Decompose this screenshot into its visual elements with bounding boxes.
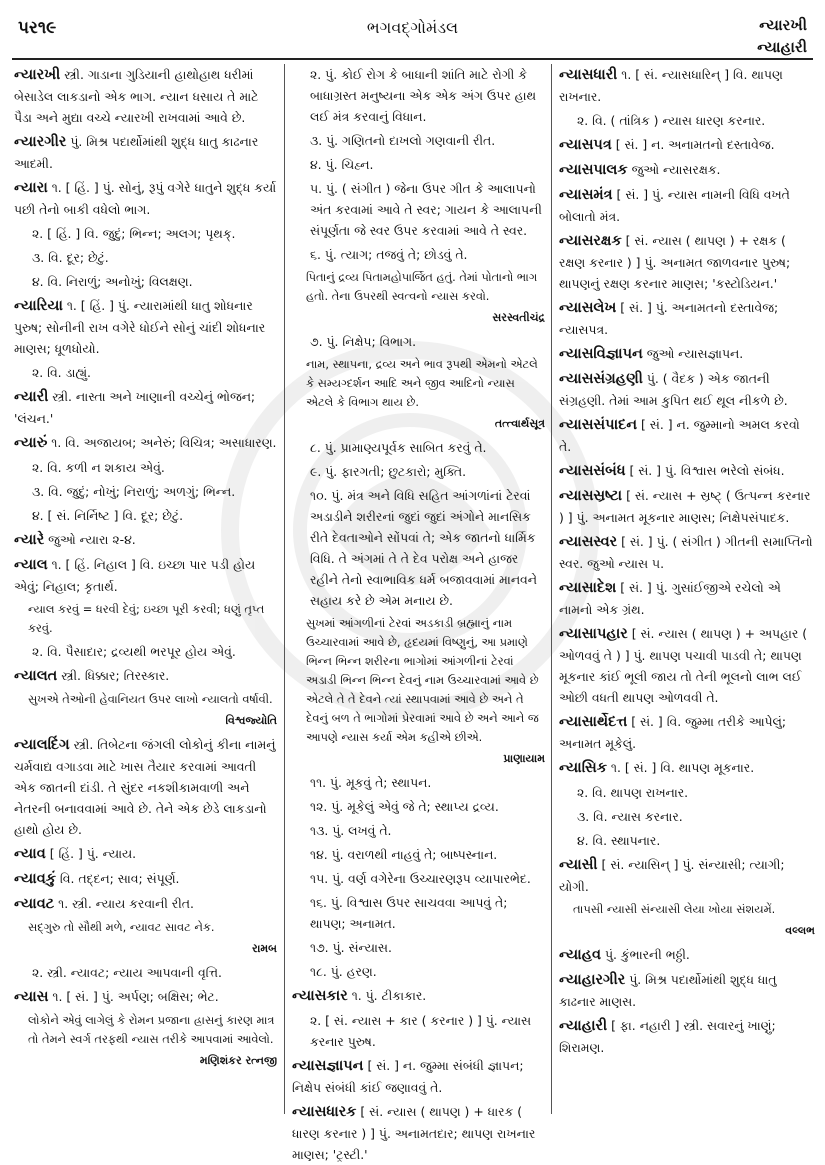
dictionary-entry: [559, 969, 815, 1012]
sense-definition: ૧૪. પું. વરાળથી નાહવું તે; બાષ્પસ્નાન.: [310, 847, 498, 862]
definition: સ્ત્રી. ગાડાના ગુડિયાની હાથોહાથ ધરીમાં બેસાડેલ લાકડાનો એક ભાગ. ન્યાન ધસાય તે માટે પૈડા અને મુદ્યા વચ્ચે ન્યારખી રાખવામાં આવે છે.: [14, 67, 259, 125]
column-divider-2: [551, 64, 552, 1114]
sense-definition: ૨. વિ. કળી ન શકાય એવું.: [32, 460, 165, 475]
definition: [ સં. ] પું. ગુસાંઈજીએ રચેલો એ નામનો એક ગ્રંથ.: [559, 580, 781, 617]
quote-source: પ્રાણાયામ: [503, 752, 545, 765]
column-3: [559, 64, 815, 1114]
example-quote: નામ, સ્થાપના, દ્રવ્ય અને ભાવ રૂપથી એમનો એટલે કે સમ્યગ્દર્શન આદિ અને જીવ આદિનો ન્યાસ એટલે કે વિભાગ થાય છે.: [306, 357, 538, 409]
definition: [ ફા. નહારી ] સ્ત્રી. સવારનું ખાણું; શિરામણ.: [559, 1018, 776, 1055]
dictionary-entry: [292, 1055, 545, 1098]
sense-definition: ૨. સ્ત્રી. ન્યાવટ; ન્યાય આપવાની વૃત્તિ.: [32, 965, 222, 980]
headword: ન્યાસિક: [559, 760, 607, 776]
definition: [ સં. ન્યાસ ( થાપણ ) + અપહાર ( ઓળવવું તે ) ] પું. થાપણ પચાવી પાડવી તે; થાપણ મૂકનાર કાંઈ ભૂલી જાય તો તેની ભૂલનો લાભ લઈ ઓછી વધતી થાપણ ઓળવવી તે.: [559, 626, 808, 705]
definition: [ સં. ] પું. ( સંગીત ) ગીતની સમાપ્તિનો સ્વર. જુઓ ન્યાસ ૫.: [559, 534, 813, 571]
dictionary-entry: [559, 134, 815, 156]
definition: [ સં. ] ન. જુમ્મા સંબંધી જ્ઞાપન; નિક્ષેપ સંબંધી કાંઈ જણાવવું તે.: [292, 1058, 524, 1095]
dictionary-entry: [14, 386, 277, 429]
headword: ન્યાલ: [14, 557, 48, 573]
definition: ૧. [ સં. ] પું. અર્પણ; બક્ષિસ; ભેટ.: [52, 989, 219, 1004]
headword: ન્યાહવ: [559, 947, 602, 963]
sense-definition: ૧૨. પું. મૂકેલું એવું જે તે; સ્થાપ્ય દ્રવ્ય.: [310, 799, 499, 814]
sense-definition: ૨. વિ. ડાહ્યું.: [32, 365, 91, 380]
sense-definition: ૧૫. પું. વર્ણ વગેરેના ઉચ્ચારણરૂપ વ્યાપારભેદ.: [310, 871, 531, 886]
dictionary-entry: [559, 854, 815, 897]
definition: ૧. [ હિં. ] પું. સોનું, રૂપું વગેરે ધાતુને શુદ્ધ કર્યા પછી તેનો બાકી વધેલો ભાગ.: [14, 180, 277, 217]
headword: ન્યાસસ્રષ્ટા: [559, 488, 623, 504]
quote-source: રામબ: [252, 942, 277, 955]
definition: પું. મિશ્ર પદાર્થોમાંથી શુદ્ધ ધાતુ કાઢનાર માણસ.: [559, 972, 777, 1009]
headword: ન્યાસસ્વર: [559, 534, 618, 550]
definition: ૧. [ હિં. નિહાલ ] વિ. ઇચ્છા પાર પડી હોય એવું; નિહાલ; કૃતાર્થ.: [14, 557, 256, 594]
quote-source: વલ્લભ: [785, 924, 815, 937]
dictionary-entry: [14, 868, 277, 890]
dictionary-entry: [559, 368, 815, 411]
sense-definition: ૪. પું. ચિહ્ન.: [310, 157, 374, 172]
definition: ૧. વિ. અજાયબ; અનેરું; વિચિત્ર; અસાધારણ.: [51, 435, 277, 450]
definition: [ સં. ન્યાસ + સ્રષ્ટ્ ( ઉત્પન્ન કરનાર ) ] પું. અનામત મૂકનાર માણસ; નિક્ષેપસંપાદક.: [559, 488, 811, 525]
dictionary-entry: [14, 986, 277, 1008]
definition: સ્ત્રી. તિબેટના જંગલી લોકોનું કીના નામનું ચર્મવાદ્ય વગાડવા માટે ખાસ તૈયાર કરવામાં આવતી એક જાતની દાંડી. તે સુંદર નકશીકામવાળી અને નેતરની બનાવવામાં આવે છે. તેને એક છેડે લાકડાનો હાથો હોય છે.: [14, 737, 276, 837]
sense-definition: ૫. પું. ( સંગીત ) જેના ઉપર ગીત કે આલાપનો અંત કરવામાં આવે તે સ્વર; ગાયન કે આલાપની સંપૂર્ણતા જે સ્વર ઉપર કરવામાં આવે તે સ્વર.: [310, 181, 542, 238]
column-1: [14, 64, 277, 1114]
headword: ન્યાવ: [14, 846, 46, 862]
definition: [ સં. ] ન. જુમ્માનો અમલ કરવો તે.: [559, 417, 800, 454]
sense-definition: ૪. વિ. સ્થાપનાર.: [577, 833, 661, 848]
example-quote: પિતાનું દ્રવ્ય પિતામહોપાર્જિત હતું. તેમાં પોતાનો ભાગ હતો. તેના ઉપરથી સ્વત્વનો ન્યાસ કરવો.: [306, 270, 538, 303]
quote-source: મણિશંકર રત્નજી: [199, 1054, 277, 1067]
example-quote: સુખએ તેઓની હેવાનિયત ઉપર લાખો ન્યાલતો વર્ષાવી.: [28, 692, 273, 706]
guide-word-first: ન્યારખી: [759, 16, 807, 34]
headword: ન્યાસલેખ: [559, 300, 617, 316]
dictionary-entry: [559, 711, 815, 754]
sense-definition: ૭. પું. નિક્ષેપ; વિભાગ.: [310, 334, 417, 349]
sense-definition: ૧૬. પું. વિશ્વાસ ઉપર સાચવવા આપવું તે; થાપણ; અનામત.: [310, 895, 508, 931]
quote-source: તત્ત્વાર્થસૂત્ર: [494, 417, 545, 430]
dictionary-entry: [559, 230, 815, 294]
dictionary-entry: [14, 177, 277, 220]
dictionary-entry: [14, 554, 277, 597]
headword: ન્યારિયા: [14, 298, 63, 314]
dictionary-entry: [14, 893, 277, 915]
headword: ન્યાસમંત્ર: [559, 187, 613, 203]
definition: ૧. [ સં. ન્યાસધારિન્ ] વિ. થાપણ રાખનાર.: [559, 67, 783, 104]
definition: [ સં. ] પું. અનામતનો દસ્તાવેજ; ન્યાસપત્ર.: [559, 300, 779, 337]
definition: [ સં. ] પું. વિશ્વાસ ભરેલો સંબંધ.: [629, 463, 785, 478]
headword: ન્યાહારી: [559, 1018, 608, 1034]
definition: [ હિં. ] પું. ન્યાય.: [49, 846, 137, 861]
sense-definition: ૨. વિ. ( તાંત્રિક ) ન્યાસ ધારણ કરનાર.: [577, 113, 766, 128]
sense-definition: ૧૮. પું. હરણ.: [310, 964, 377, 979]
definition: પું. ( વૈદક ) એક જાતની સંગ્રહણી. તેમાં આમ કુપિત થઈ થૂલ નીકળે છે.: [559, 371, 788, 408]
definition: વિ. તદ્દન; સાવ; સંપૂર્ણ.: [59, 871, 180, 886]
quote-source: વિશ્વજ્યોતિ: [225, 714, 277, 727]
headword: ન્યાસ: [14, 989, 49, 1005]
dictionary-entry: [559, 297, 815, 340]
dictionary-entry: [559, 184, 815, 227]
definition: [ સં. ] વિ. જુમ્મા તરીકે આપેલું; અનામત મૂકેલું.: [559, 714, 787, 751]
example-quote: સુખમાં આંગળીનાં ટેરવાં અડકાડી બ્રહ્માનું નામ ઉચ્ચારવામાં આવે છે, હૃદયમાં વિષ્ણુનું, આ પ્રમાણે ભિન્ન ભિન્ન શરીરના ભાગોમાં આંગળીનાં ટેરવાં અડાડી ભિન્ન ભિન્ન દેવનું નામ ઉચ્ચારવામાં આવે છે એટલે તે તે દેવને ત્યાં સ્થાપવામાં આવે છે અને તે દેવનું બળ તે ભાગોમાં પ્રેરવામાં આવે છે અને આને જ આપણે ન્યાસ કર્યા એમ કહીએ છીએ.: [306, 616, 539, 744]
dictionary-entry: [292, 985, 545, 1007]
headword: ન્યાવટ: [14, 896, 55, 912]
sense-definition: ૪. વિ. નિરાળું; અનોખું; વિલક્ષણ.: [32, 274, 193, 289]
headword: ન્યાસાર્થેદત્ત: [559, 714, 628, 730]
headword: ન્યાસસંગ્રહણી: [559, 371, 643, 387]
definition: પું. મિશ્ર પદાર્થોમાંથી શુદ્ધ ધાતુ કાઢનાર આદમી.: [14, 134, 259, 171]
headword: ન્યાસી: [559, 857, 598, 873]
headword: ન્યાસધારક: [292, 1104, 357, 1120]
dictionary-entry: [559, 944, 815, 966]
dictionary-entry: [559, 1015, 815, 1058]
dictionary-entry: [559, 460, 815, 482]
dictionary-entry: [559, 414, 815, 457]
headword: ન્યારું: [14, 435, 48, 451]
headword: ન્યાસસંપાદન: [559, 417, 638, 433]
sense-definition: ૧૭. પું. સંન્યાસ.: [310, 940, 392, 955]
definition: ૧. પું. ટીકાકાર.: [351, 988, 427, 1003]
dictionary-entry: [14, 295, 277, 359]
definition: [ સં. ન્યાસ ( થાપણ ) + ધારક ( ધારણ કરનાર ) ] પું. અનામતદાર; થાપણ રાખનાર માણસ; 'ટ્રસ્ટી.': [292, 1104, 536, 1162]
example-quote: તાપસી ન્યાસી સંન્યાસી લેયા ખોયા સંશયમેં.: [573, 902, 776, 916]
headword: ન્યાસરક્ષક: [559, 233, 622, 249]
headword: ન્યાસસંબંધ: [559, 463, 626, 479]
definition: ૧. [ સં. ] વિ. થાપણ મૂકનાર.: [610, 760, 755, 775]
definition: ૧. [ હિં. ] પું. ન્યારામાંથી ધાતુ શોધનાર પુરુષ; સોનીની રાખ વગેરે ધોઈને સોનું ચાંદી શોધનાર માણસ; ધૂળધોયો.: [14, 298, 266, 356]
example-quote: સદ્ગુરુ તો સૌથી મળે, ન્યાવટ સાવટ નેક.: [28, 920, 215, 934]
dictionary-entry: [14, 529, 277, 551]
dictionary-entry: [559, 623, 815, 708]
definition: [ સં. ન્યાસિન્ ] પું. સંન્યાસી; ત્યાગી; યોગી.: [559, 857, 785, 894]
headword: ન્યાસજ્ઞાપન: [292, 1058, 364, 1074]
headword: ન્યાસકાર: [292, 988, 348, 1004]
dictionary-entry: [14, 432, 277, 454]
headword: ન્યાસધારી: [559, 67, 618, 83]
definition: સ્ત્રી. નાસ્તા અને ખાણાની વચ્ચેનું ભોજન; 'લંચન.': [14, 389, 256, 426]
sense-definition: ૮. પું. પ્રામાણ્યપૂર્વક સાબિત કરવું તે.: [310, 440, 487, 455]
headword: ન્યાવકું: [14, 871, 56, 887]
dictionary-entry: [14, 64, 277, 128]
definition: જુઓ ન્યાસજ્ઞાપન.: [646, 346, 744, 361]
quote-source: સરસ્વતીચંદ્ર: [492, 311, 545, 324]
definition: જુઓ ન્યારા ૨-૪.: [48, 532, 136, 547]
headword: ન્યારખી: [14, 67, 61, 83]
book-title: ભગવદ્ગોમંડલ: [366, 18, 459, 37]
dictionary-entry: [559, 64, 815, 107]
dictionary-entry: [559, 757, 815, 779]
dictionary-entry: [559, 159, 815, 181]
headword: ન્યારી: [14, 389, 49, 405]
dictionary-entry: [14, 131, 277, 174]
dictionary-entry: [559, 485, 815, 528]
headword: ન્યારા: [14, 180, 48, 196]
column-2: [292, 64, 545, 1162]
definition: [ સં. ] પું. ન્યાસ નામની વિધિ વખતે બોલાતો મંત્ર.: [559, 187, 790, 224]
example-quote: લોકોને એવું લાગેલું કે રોમન પ્રજાના હ્રાસનું કારણ માત્ર તો તેમને સ્વર્ગ તરફથી ન્યાસ તરીકે આપવામાં આવેલો.: [28, 1013, 275, 1046]
dictionary-entry: [559, 577, 815, 620]
definition: [ સં. ] ન. અનામતનો દસ્તાવેજ.: [615, 137, 775, 152]
definition: [ સં. ન્યાસ ( થાપણ ) + રક્ષક ( રક્ષણ કરનાર ) ] પું. અનામત જાળવનાર પુરુષ; થાપણનું રક્ષણ કરનાર માણસ; 'કસ્ટોડિયન.': [559, 233, 791, 291]
sense-definition: ૨. વિ. થાપણ રાખનાર.: [577, 785, 689, 800]
dictionary-entry: [14, 843, 277, 865]
sense-definition: ૧૧. પું. મૂકવું તે; સ્થાપન.: [310, 775, 432, 790]
sense-definition: ૨. વિ. પૈસાદાર; દ્રવ્યથી ભરપૂર હોય એવું.: [32, 644, 236, 659]
headword: ન્યાસાદેશ: [559, 580, 617, 596]
example-quote: ન્યાલ કરવું = ધરવી દેવું; ઇચ્છા પૂરી કરવી; ધણું તૃપ્ત કરવું.: [28, 602, 265, 635]
sense-definition: ૯. પું. ફારગતી; છુટકારો; મુક્તિ.: [310, 464, 467, 479]
headword: ન્યાસપાલક: [559, 162, 628, 178]
header-rule: [12, 58, 813, 60]
guide-words: [757, 14, 807, 58]
sense-definition: ૨. પું. કોઈ રોગ કે બાધાની શાંતિ માટે રોગી કે બાધાગ્રસ્ત મનુષ્યના એક એક અંગ ઉપર હાથ લઈ મંત્ર કરવાનું વિધાન.: [310, 67, 537, 124]
sense-definition: ૩. વિ. જુદું; નોખું; નિરાળું; અળગું; ભિન્ન.: [32, 484, 236, 499]
page-number: પર૧૯: [18, 18, 57, 38]
headword: ન્યારગીર: [14, 134, 67, 150]
guide-word-last: ન્યાહારી: [757, 38, 807, 56]
sense-definition: ૧૦. પું. મંત્ર અને વિધિ સહિત આંગળાંનાં ટેરવાં અડાડીને શરીરનાં જુદાં જુદાં અંગોને માનસિક રીતે દેવતાઓને સોંપવાં તે; એક જાતનો ધાર્મિક વિધિ. તે અંગમાં તે તે દેવ પરોક્ષ અને હાજર રહીને તેનો સ્વાભાવિક ધર્મ બજાવવામાં માનવને સહાય કરે છે એમ મનાય છે.: [310, 488, 538, 608]
sense-definition: ૨. [ હિં. ] વિ. જુદું; ભિન્ન; અલગ; પૃથક્.: [32, 226, 236, 241]
definition: જુઓ ન્યાસરક્ષક.: [631, 162, 721, 177]
sense-definition: ૩. પું. ગણિતનો દાખલો ગણવાની રીત.: [310, 133, 496, 148]
sense-definition: ૨. [ સં. ન્યાસ + કાર ( કરનાર ) ] પું. ન્યાસ કરનાર પુરુષ.: [310, 1013, 532, 1049]
headword: ન્યાહારગીર: [559, 972, 626, 988]
column-divider-1: [284, 64, 285, 1114]
headword: ન્યાસવિજ્ઞાપન: [559, 346, 643, 362]
headword: ન્યારે: [14, 532, 45, 548]
dictionary-entry: [14, 665, 277, 687]
sense-definition: ૬. પું. ત્યાગ; તજવું તે; છોડવું તે.: [310, 247, 468, 262]
sense-definition: ૪. [ સં. નિર્નિષ્ટ ] વિ. દૂર; છેટું.: [32, 508, 184, 523]
dictionary-entry: [292, 1101, 545, 1165]
headword: ન્યાલત: [14, 668, 58, 684]
headword: ન્યાસપત્ર: [559, 137, 612, 153]
dictionary-entry: [559, 343, 815, 365]
page-header: [0, 0, 825, 60]
sense-definition: ૩. વિ. દૂર; છેટું.: [32, 250, 109, 265]
headword: ન્યાસાપહાર: [559, 626, 628, 642]
definition: સ્ત્રી. ધિક્કાર; તિરસ્કાર.: [61, 668, 170, 683]
sense-definition: ૧૩. પું. લખવું તે.: [310, 823, 392, 838]
sense-definition: ૩. વિ. ન્યાસ કરનાર.: [577, 809, 683, 824]
definition: ૧. સ્ત્રી. ન્યાય કરવાની રીત.: [58, 896, 194, 911]
dictionary-entry: [14, 734, 277, 840]
headword: ન્યાલદિંગ: [14, 737, 70, 753]
definition: પું. કુંભારની ભઠ્ઠી.: [605, 947, 690, 962]
dictionary-entry: [559, 531, 815, 574]
